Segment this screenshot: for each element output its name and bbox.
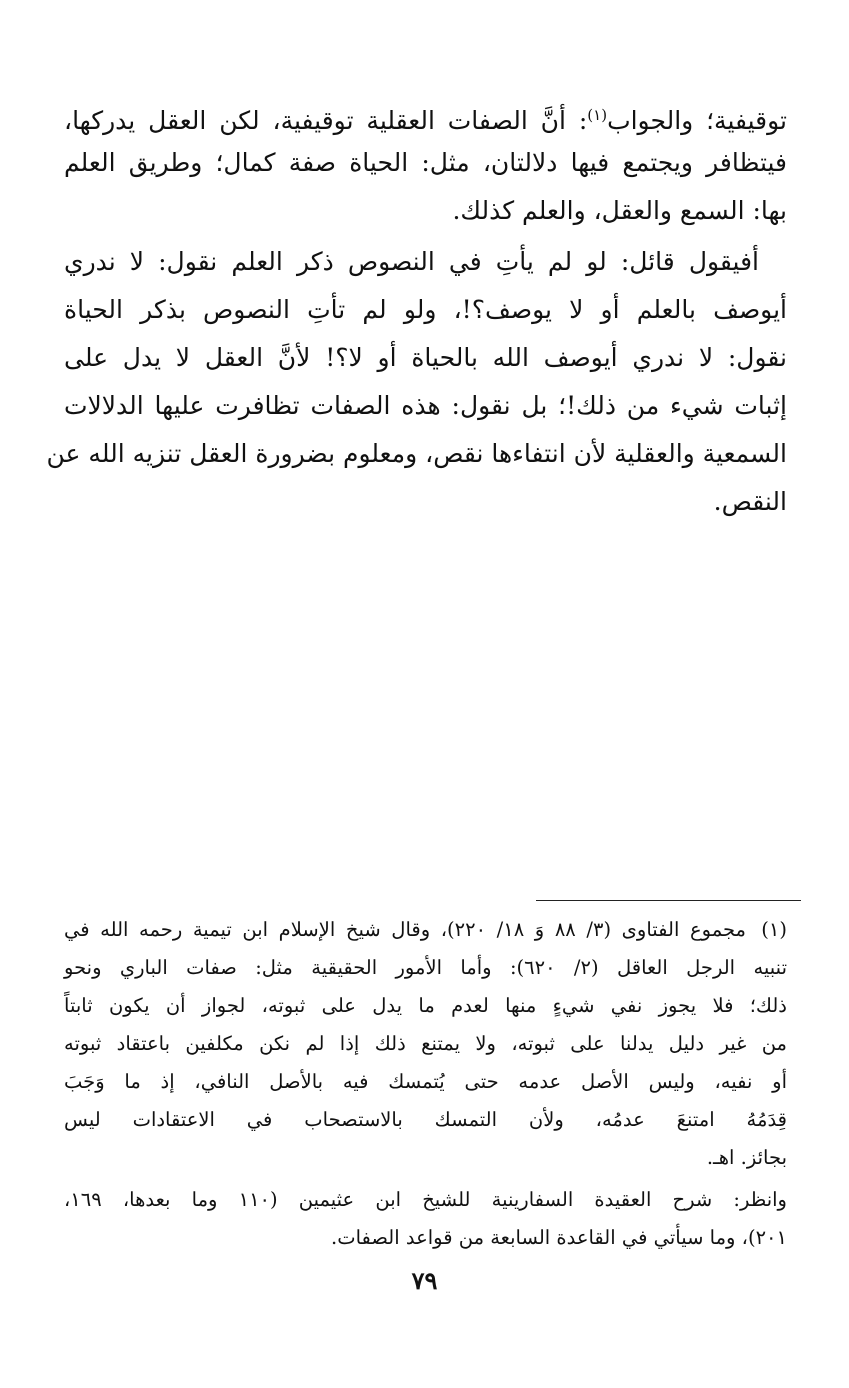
footnote-line-6: قِدَمُهُ امتنعَ عدمُه، ولأن التمسك بالاستصحاب في الاعتقادات ليس: [64, 1108, 787, 1131]
footnote-line-1: مجموع الفتاوى (٣/ ٨٨ وَ ١٨/ ٢٢٠)، وقال شيخ الإسلام ابن تيمية رحمه الله في: [64, 918, 746, 941]
main-line-9: النقص.: [713, 487, 787, 516]
main-line-4: أفيقول قائل: لو لم يأتِ في النصوص ذكر العلم نقول: لا ندري: [64, 247, 759, 276]
footnote-marker: (١): [761, 918, 787, 941]
footnote-line-3: ذلك؛ فلا يجوز نفي شيءٍ منها لعدم ما يدل على ثبوته، لجواز أن يكون ثابتاً: [64, 994, 787, 1017]
main-line-1-end: : أنَّ الصفات العقلية توقيفية، لكن العقل يدركها،: [64, 106, 588, 135]
main-line-8: السمعية والعقلية لأن انتفاءها نقص، ومعلوم بضرورة العقل تنزيه الله عن: [46, 439, 787, 468]
footnote-line-4: من غير دليل يدلنا على ثبوته، ولا يمتنع ذلك إذا لم نكن مكلفين باعتقاد ثبوته: [64, 1032, 787, 1055]
page-number: ٧٩: [411, 1266, 438, 1295]
main-line-1: [64, 100, 787, 136]
main-line-3: بها: السمع والعقل، والعلم كذلك.: [452, 196, 787, 225]
main-line-1-start: توقيفية؛ والجواب: [607, 106, 788, 135]
footnote-reference: (١): [587, 106, 608, 124]
footnote-line-8: وانظر: شرح العقيدة السفارينية للشيخ ابن عثيمين (١١٠ وما بعدها، ١٦٩،: [64, 1188, 787, 1211]
main-line-2: فيتظافر ويجتمع فيها دلالتان، مثل: الحياة صفة كمال؛ وطريق العلم: [64, 148, 787, 177]
footnote-line-9: ٢٠١)، وما سيأتي في القاعدة السابعة من قواعد الصفات.: [331, 1226, 787, 1249]
footnote-line-2: تنبيه الرجل العاقل (٢/ ٦٢٠): وأما الأمور الحقيقية مثل: صفات الباري ونحو: [64, 956, 787, 979]
main-line-7: إثبات شيء من ذلك!؛ بل نقول: هذه الصفات تظافرت عليها الدلالات: [64, 391, 787, 420]
main-line-6: نقول: لا ندري أيوصف الله بالحياة أو لا؟! لأنَّ العقل لا يدل على: [64, 343, 787, 372]
footnote-separator: [536, 900, 801, 901]
footnote-line-7: بجائز. اهـ.: [706, 1146, 787, 1169]
footnote-line-5: أو نفيه، وليس الأصل عدمه حتى يُتمسك فيه بالأصل النافي، إذ ما وَجَبَ: [64, 1070, 787, 1093]
main-line-5: أيوصف بالعلم أو لا يوصف؟!، ولو لم تأتِ النصوص بذكر الحياة: [64, 295, 787, 324]
